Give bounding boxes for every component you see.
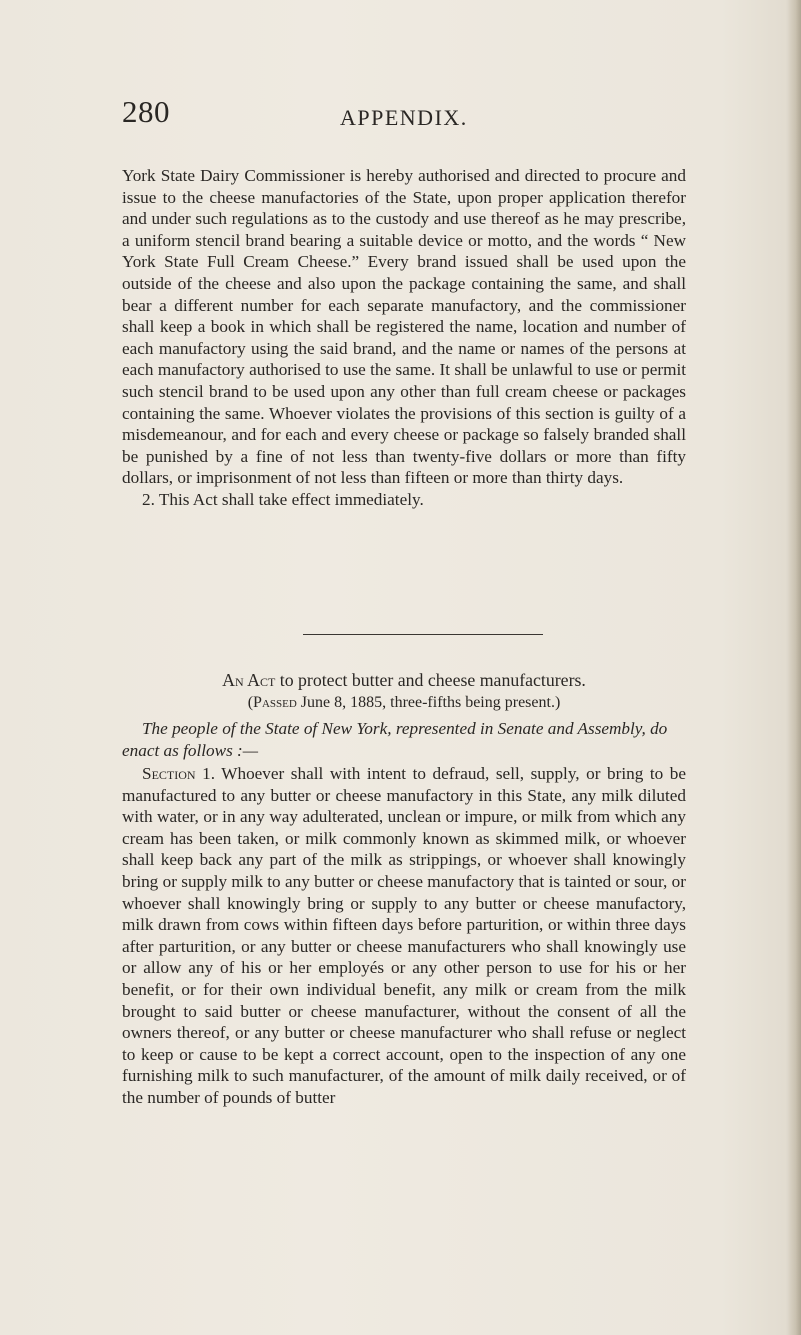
section-2-text: 2. This Act shall take effect immediately. [142, 489, 424, 509]
section-1-paragraph [122, 763, 686, 1109]
section-divider-rule [303, 634, 543, 635]
passed-assed: assed [261, 694, 297, 711]
section-number: 1. [202, 764, 216, 783]
act-title-rest: to protect butter and cheese manufacturers. [279, 670, 586, 690]
passed-note [122, 694, 686, 712]
continued-paragraph [122, 165, 686, 511]
act-title [122, 670, 686, 691]
act-title-a2: A [247, 670, 260, 690]
page-binding-edge [787, 0, 801, 1335]
running-head: APPENDIX. [340, 105, 468, 130]
passed-open: ( [247, 694, 254, 711]
passed-rest: June 8, 1885, three-fifths being present.) [300, 694, 561, 711]
section-label-s: S [142, 764, 152, 783]
section-1-body [122, 763, 686, 1109]
page-number: 280 [122, 94, 170, 129]
act-title-ct: ct [259, 670, 276, 690]
section-1-text: Whoever shall with intent to defraud, sell, supply, or bring to be manufactured to any butter or cheese manufactory in this State, any milk diluted with water, or in any way adulterated, unclean or impure, or milk from which any cream has been taken, or milk commonly known as skimmed milk, or whoever shall keep back any part of the milk as strippings, or whoever shall knowingly bring or supply milk to any butter or cheese manufactory that is tainted or sour, or whoever shall knowingly bring or supply to any butter or cheese manufactory, milk drawn from cows within fifteen days before parturition, or within three days after parturition, or any butter or cheese manufacturers who shall knowingly use or allow any of his or her employés or any other person to use for his or her benefit, or for their own individual benefit, any milk or cream from the milk brought to said butter or cheese manufacturer, without the consent of all the owners thereof, or any butter or cheese manufacturer who shall refuse or neglect to keep or cause to be kept a correct account, open to the inspection of any one furnishing milk to such manufacturer, of the amount of milk daily received, or of the number of pounds of butter [122, 764, 687, 1107]
act-title-initial: A [222, 670, 235, 690]
passed-p: P [253, 694, 262, 711]
section-label-rest: ection [151, 764, 196, 783]
continued-text: York State Dairy Commissioner is hereby authorised and directed to procure and issue to the cheese manufactories of the State, upon proper application therefor and under such regulations as to the custody and use thereof as he may prescribe, a uniform stencil brand bearing a suitable device or motto, and the words “ New York State Full Cream Cheese.” Every brand issued shall be used upon the outside of the cheese and also upon the package containing the same, and shall bear a different number for each separate manufactory, and the commissioner shall keep a book in which shall be registered the name, location and number of each manufactory using the said brand, and the name or names of the persons at each manufactory authorised to use the same. It shall be unlawful to use or permit such stencil brand to be used upon any other than full cream cheese or packages containing the same. Whoever violates the provisions of this section is guilty of a misdemeanour, and for each and every cheese or package so falsely branded shall be punished by a fine of not less than twenty-five dollars or more than fifty dollars, or imprisonment of not less than fifteen or more than thirty days. [122, 166, 686, 488]
act-title-n: n [234, 670, 244, 690]
enacting-clause: The people of the State of New York, represented in Senate and Assembly, do enact as follows :— [122, 719, 668, 760]
